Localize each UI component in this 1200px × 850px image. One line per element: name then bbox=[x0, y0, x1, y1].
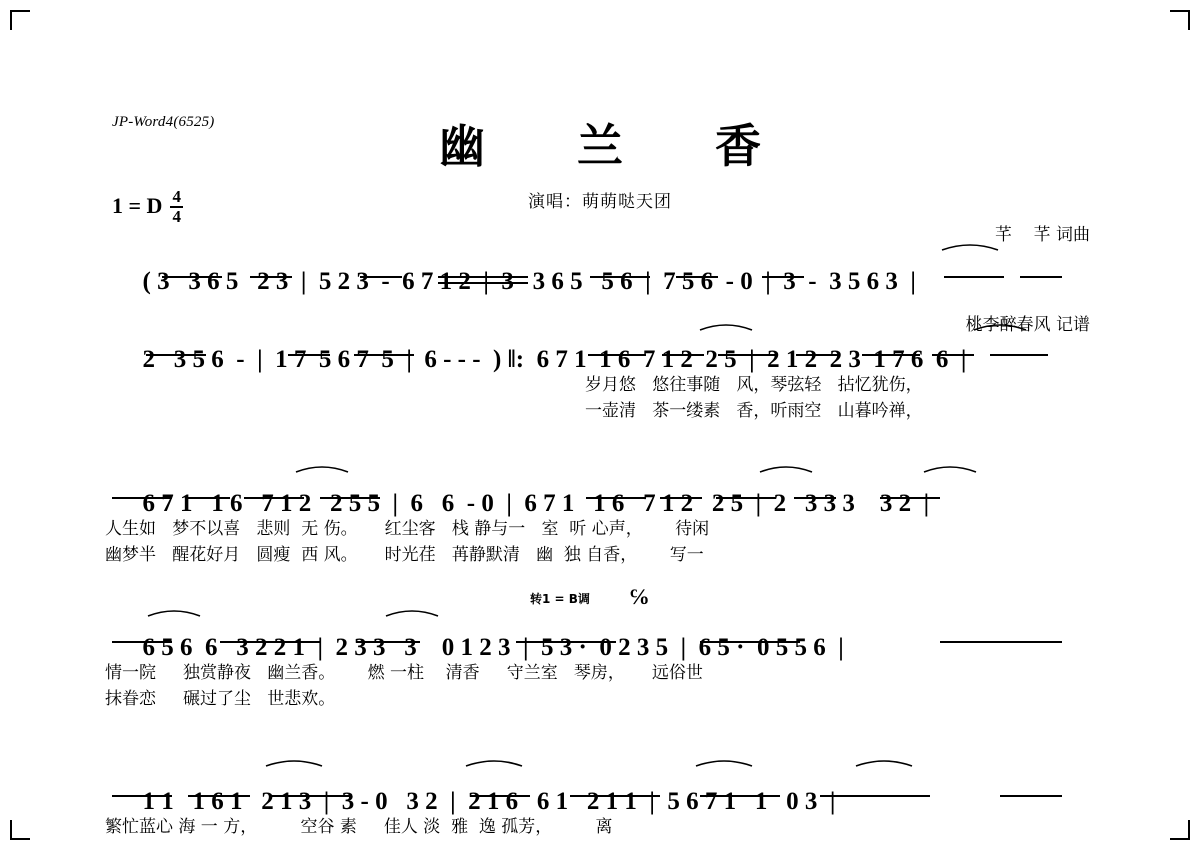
lyric-verse-2: 抹眷恋 碾过了尘 世悲欢。 bbox=[105, 689, 336, 709]
notation-text: 1 1 1 6 1 2 1 3 | 3 - 0 3 2 | 2 1 6 6 1 2 1 1 | 5 6 7 1 1 0 3 | bbox=[142, 788, 836, 815]
notation-text: 6 5 6 6 3 2 2 1 | 2 3 3 3 0 1 2 3 | 5 3 · 0 2 3 5 | 6 5 · 0 5 5 6 | bbox=[142, 634, 844, 661]
notation-text: 6 7 1 1 6 7 1 2 2 5 5 | 6 6 - 0 | 6 7 1 1 6 7 1 2 2 5 | 2 3 3 3 3 2 | bbox=[142, 490, 930, 517]
page-corner-mark-bottom-left bbox=[10, 820, 30, 840]
page-title: 幽 兰 香 bbox=[438, 119, 800, 173]
music-system-5 bbox=[105, 760, 1105, 840]
notation-text: ( 3 3 6 5 2 3 | 5 2 3 - 6 7 1 2 | 3 3 6 5 5 6 | 7 5 6 - 0 | 3 - 3 5 6 3 | bbox=[142, 268, 916, 295]
notation-row bbox=[105, 318, 1105, 373]
credits-transcriber: 桃李醉春风 记谱 bbox=[965, 315, 1090, 335]
music-system-1 bbox=[105, 240, 1105, 295]
music-system-3 bbox=[105, 462, 1105, 568]
page-corner-mark-top-right bbox=[1170, 10, 1190, 30]
lyric-verse-1: 繁忙蓝心 海 一 方， 空谷 素 佳人 淡 雅 逸 孤芳， 离 bbox=[105, 817, 613, 837]
lyric-verse-2: 一壶清 茶一缕素 香，听雨空 山暮吟禅， bbox=[585, 401, 923, 421]
lyric-verse-1: 岁月悠 悠往事随 风，琴弦轻 拈忆犹伤， bbox=[585, 375, 923, 395]
music-system-4 bbox=[105, 584, 1105, 712]
notation-text: 2 3 5 6 - | 1 7 5 6 7 5 | 6 - - - ) ‖: 6 7 1 1 6 7 1 2 2 5 | 2 1 2 2 3 1 7 6 6 | bbox=[142, 346, 967, 373]
key-signature-label: 1 = D bbox=[112, 193, 163, 219]
time-signature bbox=[170, 189, 183, 225]
modulation-label: 转1 = B调 bbox=[530, 592, 590, 606]
notation-row bbox=[105, 760, 1105, 815]
lyric-verse-1: 人生如 梦不以喜 悲则 无 伤。 红尘客 栈 静与一 室 听 心声， 待闲 bbox=[105, 519, 710, 539]
notation-row bbox=[105, 462, 1105, 517]
page-corner-mark-top-left bbox=[10, 10, 30, 30]
lyric-verse-1: 情一院 独赏静夜 幽兰香。 燃 一柱 清香 守兰室 琴房， 远俗世 bbox=[105, 663, 703, 683]
document-id-label: JP-Word4(6525) bbox=[112, 114, 215, 130]
key-and-time-signature bbox=[112, 187, 183, 227]
time-signature-denominator: 4 bbox=[172, 207, 181, 227]
notation-row bbox=[105, 240, 1105, 295]
time-signature-numerator: 4 bbox=[170, 189, 183, 208]
credits-composer: 芊 芊 词曲 bbox=[994, 225, 1090, 245]
music-system-2 bbox=[105, 318, 1105, 424]
segno-icon: ℅ bbox=[630, 584, 649, 609]
performer-label: 演唱：萌萌哒天团 bbox=[528, 192, 672, 212]
lyric-verse-2: 幽梦半 醒花好月 圆瘦 西 风。 时光荏 苒静默清 幽 独 自香， 写一 bbox=[105, 545, 704, 565]
page-corner-mark-bottom-right bbox=[1170, 820, 1190, 840]
notation-row bbox=[105, 606, 1105, 661]
